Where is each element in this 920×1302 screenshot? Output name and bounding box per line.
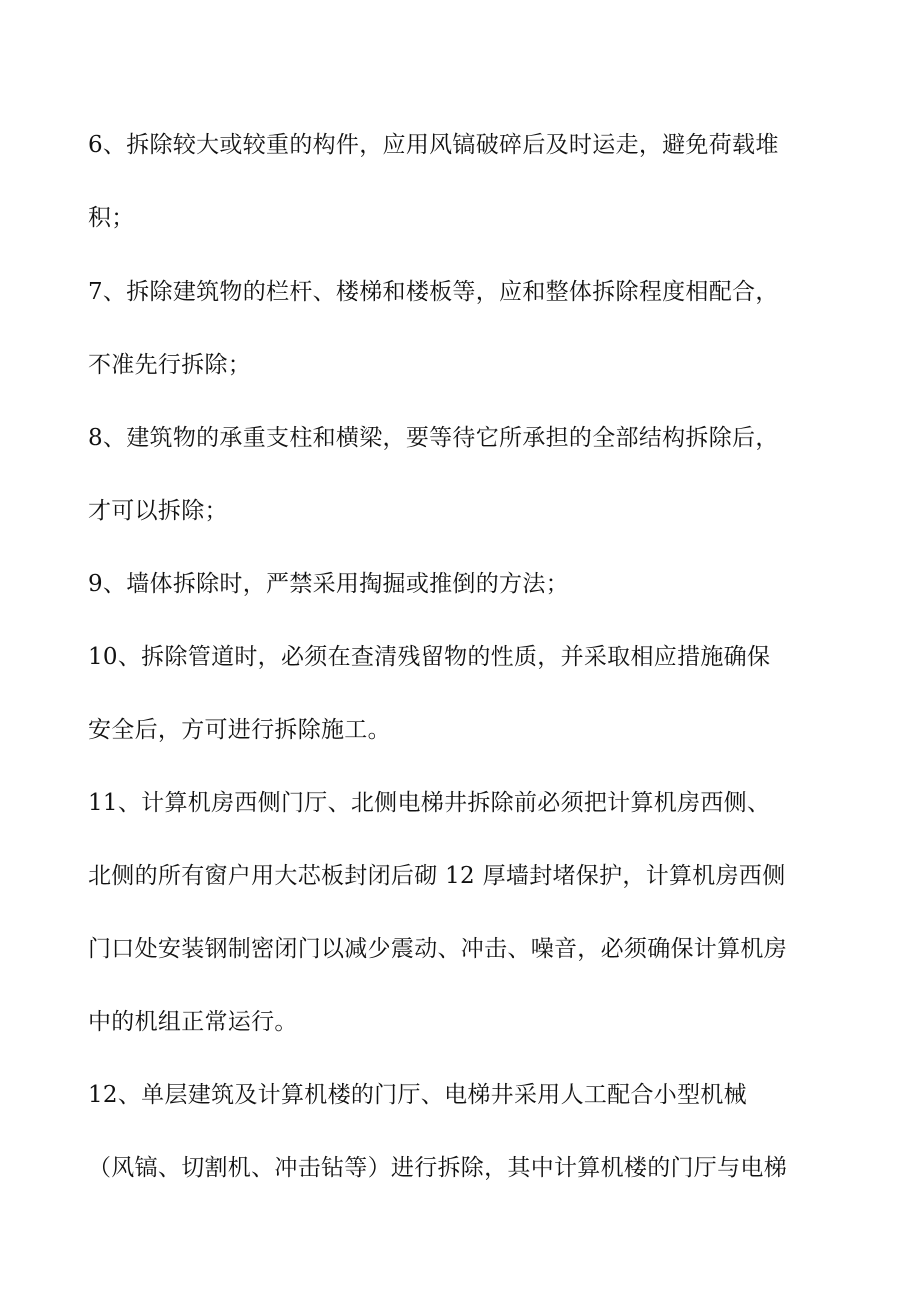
text-line: 12、单层建筑及计算机楼的门厅、电梯井采用人工配合小型机械 [88,1082,747,1108]
text-line: 不准先行拆除； [88,352,252,378]
text-line: （风镐、切割机、冲击钻等）进行拆除，其中计算机楼的门厅与电梯 [88,1155,787,1181]
text-line: 积； [88,205,135,231]
text-line: 7、拆除建筑物的栏杆、楼梯和楼板等，应和整体拆除程度相配合， [88,279,779,305]
text-line: 门口处安装钢制密闭门以减少震动、冲击、噪音，必须确保计算机房 [88,936,787,962]
text-line: 6、拆除较大或较重的构件，应用风镐破碎后及时运走，避免荷载堆 [88,132,779,158]
text-line: 安全后，方可进行拆除施工。 [88,717,391,743]
text-line: 中的机组正常运行。 [88,1009,298,1035]
text-line: 11、计算机房西侧门厅、北侧电梯井拆除前必须把计算机房西侧、 [88,790,771,816]
text-line: 北侧的所有窗户用大芯板封闭后砌 12 厚墙封堵保护，计算机房西侧 [88,863,786,889]
text-line: 8、建筑物的承重支柱和横梁，要等待它所承担的全部结构拆除后， [88,425,779,451]
text-line: 9、墙体拆除时，严禁采用掏掘或推倒的方法； [88,571,569,597]
text-line: 10、拆除管道时，必须在查清残留物的性质，并采取相应措施确保 [88,644,771,670]
text-line: 才可以拆除； [88,498,228,524]
